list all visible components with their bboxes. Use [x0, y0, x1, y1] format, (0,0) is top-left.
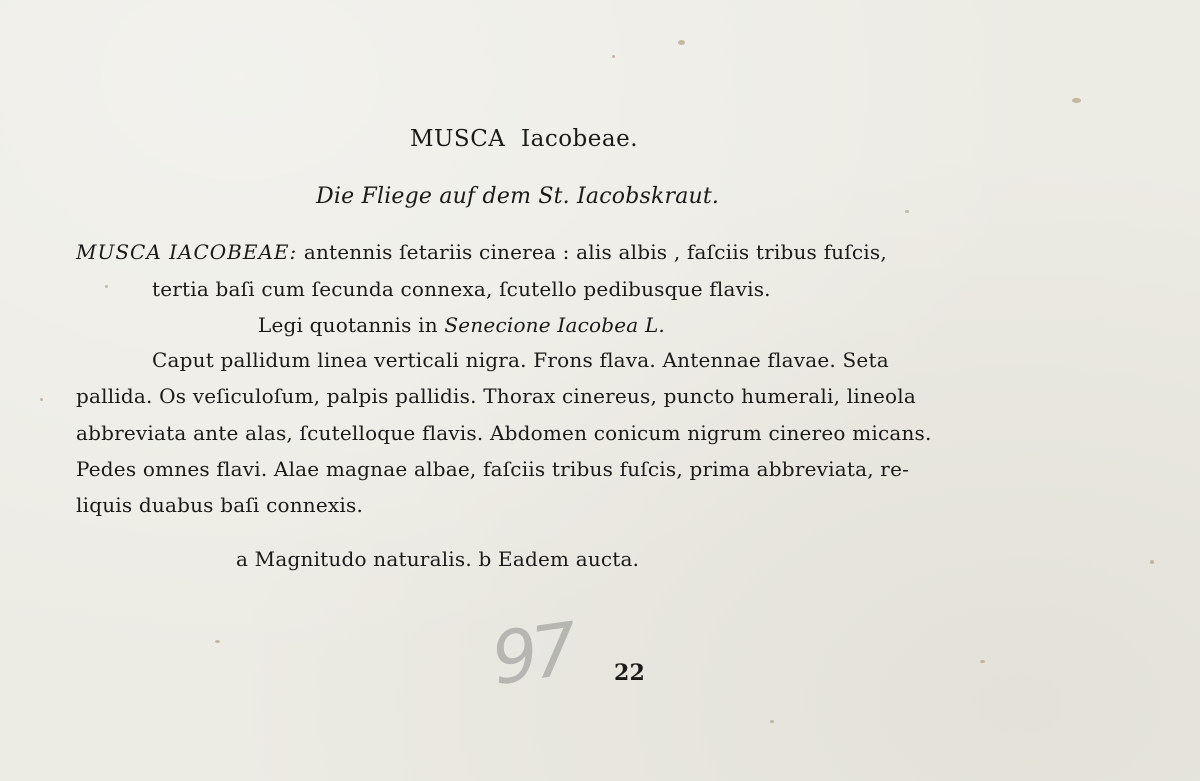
paper-fleck	[678, 40, 685, 45]
title-genus: MUSCA	[410, 126, 506, 152]
habitat-prefix: Legi quotannis in	[258, 313, 438, 337]
habitat-line	[258, 313, 665, 337]
paper-fleck	[980, 660, 985, 663]
handwritten-number: 97	[486, 606, 578, 702]
paper-fleck	[1150, 560, 1154, 564]
diagnosis-line-2: tertia baſi cum ſecunda connexa, ſcutello pedibusque flavis.	[152, 277, 771, 301]
species-name: MUSCA IACOBEAE:	[76, 240, 298, 264]
title-species: Iacobeae.	[521, 126, 639, 152]
paper-fleck	[770, 720, 774, 723]
figure-caption: a Magnitudo naturalis. b Eadem aucta.	[236, 547, 640, 571]
paper-fleck	[215, 640, 220, 643]
diagnosis-text: antennis ſetariis cinerea : alis albis , faſciis tribus fuſcis,	[303, 240, 887, 264]
paper-fleck	[1072, 98, 1081, 103]
host-plant: Senecione Iacobea L.	[444, 313, 665, 337]
description-line-2: pallida. Os veſiculoſum, palpis pallidis. Thorax cinereus, puncto humerali, lineola	[76, 384, 917, 408]
paper-fleck	[105, 285, 108, 288]
description-line-3: abbreviata ante alas, ſcutelloque flavis. Abdomen conicum nigrum cinereo micans.	[76, 421, 932, 445]
page-title	[410, 126, 638, 152]
page-number: 22	[614, 660, 646, 686]
paper-fleck	[40, 398, 43, 401]
description-line-1: Caput pallidum linea verticali nigra. Frons flava. Antennae flavae. Seta	[152, 348, 889, 372]
page-subtitle: Die Fliege auf dem St. Iacobskraut.	[316, 184, 720, 209]
description-line-4: Pedes omnes flavi. Alae magnae albae, faſciis tribus fuſcis, prima abbreviata, re-	[76, 457, 910, 481]
description-line-5: liquis duabus baſi connexis.	[76, 493, 364, 517]
paper-fleck	[612, 55, 615, 58]
paper-fleck	[905, 210, 909, 213]
diagnosis-line-1	[76, 240, 887, 264]
